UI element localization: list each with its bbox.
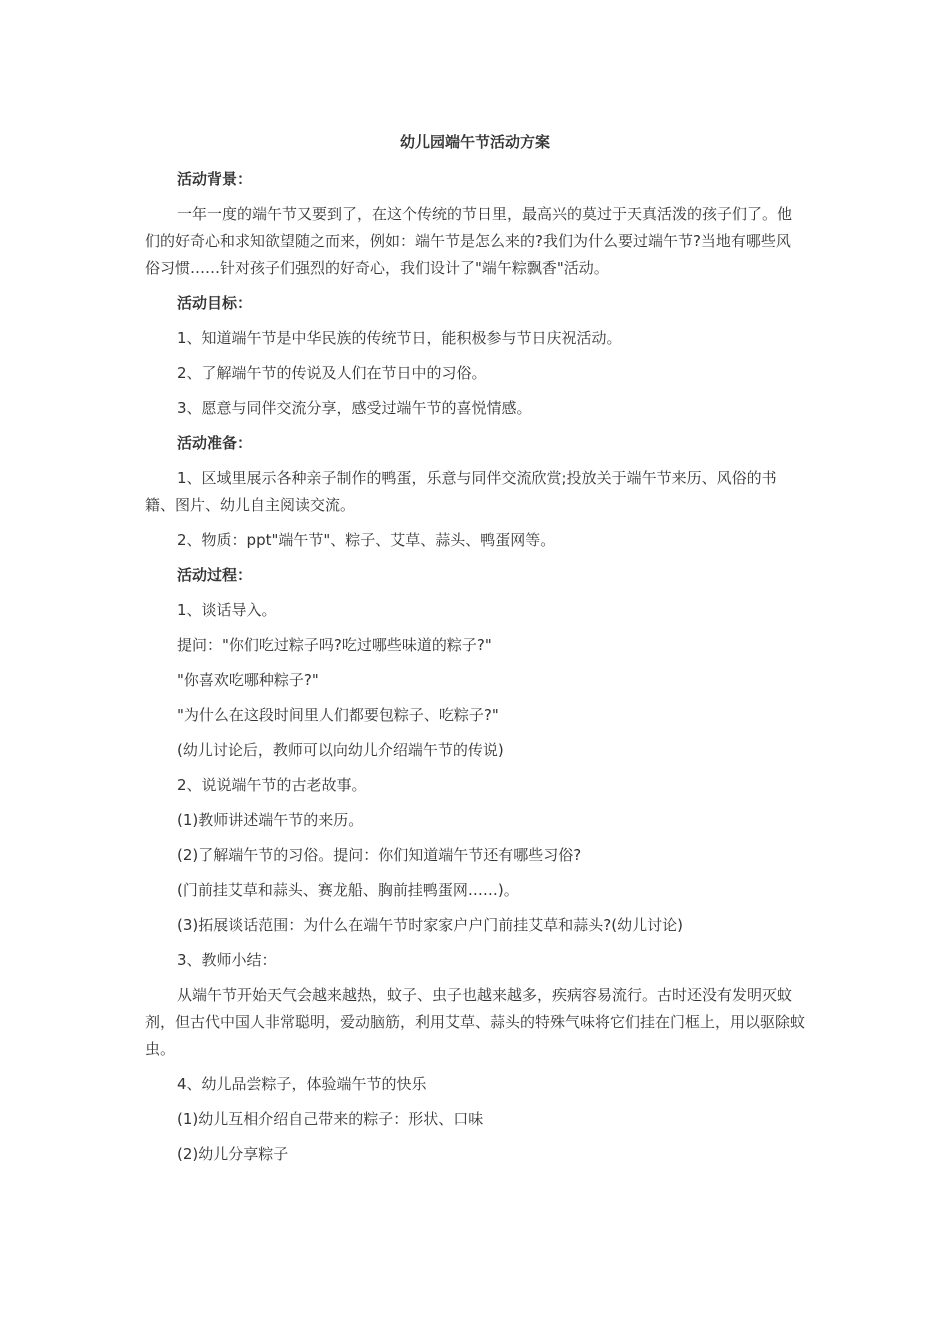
- section-heading-process: 活动过程：: [177, 566, 253, 584]
- paragraph-process-2: 2、说说端午节的古老故事。: [177, 776, 367, 794]
- paragraph-question-2: "你喜欢吃哪种粽子?": [177, 671, 319, 689]
- paragraph-prep-2: 2、物质：ppt"端午节"、粽子、艾草、蒜头、鸭蛋网等。: [177, 531, 556, 549]
- paragraph-discussion-note: (幼儿讨论后，教师可以向幼儿介绍端午节的传说): [177, 741, 504, 759]
- paragraph-process-3: 3、教师小结：: [177, 951, 277, 969]
- section-heading-preparation: 活动准备：: [177, 434, 253, 452]
- paragraph-process-2-2: (2)了解端午节的习俗。提问：你们知道端午节还有哪些习俗?: [177, 846, 582, 864]
- document-body: [145, 166, 805, 1176]
- paragraph-process-4-1: (1)幼儿互相介绍自己带来的粽子：形状、口味: [177, 1110, 484, 1128]
- document-title: 幼儿园端午节活动方案: [399, 133, 550, 151]
- paragraph-background: 一年一度的端午节又要到了，在这个传统的节日里，最高兴的莫过于天真活泼的孩子们了。他们的好奇心和求知欲望随之而来，例如：端午节是怎么来的?我们为什么要过端午节?当地有哪些风俗习惯……针对孩子们强烈的好奇心，我们设计了"端午粽飘香"活动。: [145, 205, 793, 277]
- paragraph-question-1: 提问："你们吃过粽子吗?吃过哪些味道的粽子?": [177, 636, 492, 654]
- section-heading-background: 活动背景：: [177, 170, 253, 188]
- paragraph-goal-2: 2、了解端午节的传说及人们在节日中的习俗。: [177, 364, 487, 382]
- section-heading-goals: 活动目标：: [177, 294, 253, 312]
- paragraph-prep-1: 1、区域里展示各种亲子制作的鸭蛋，乐意与同伴交流欣赏;投放关于端午节来历、风俗的书籍、图片、幼儿自主阅读交流。: [145, 469, 777, 514]
- paragraph-process-4: 4、幼儿品尝粽子，体验端午节的快乐: [177, 1075, 427, 1093]
- paragraph-question-3: "为什么在这段时间里人们都要包粽子、吃粽子?": [177, 706, 499, 724]
- paragraph-process-2-1: (1)教师讲述端午节的来历。: [177, 811, 364, 829]
- paragraph-process-2-3: (3)拓展谈话范围：为什么在端午节时家家户户门前挂艾草和蒜头?(幼儿讨论): [177, 916, 683, 934]
- paragraph-summary: 从端午节开始天气会越来越热，蚊子、虫子也越来越多，疾病容易流行。古时还没有发明灭蚊剂，但古代中国人非常聪明，爱动脑筋，利用艾草、蒜头的特殊气味将它们挂在门框上，用以驱除蚊虫。: [145, 986, 806, 1058]
- paragraph-goal-1: 1、知道端午节是中华民族的传统节日，能积极参与节日庆祝活动。: [177, 329, 622, 347]
- paragraph-customs-list: (门前挂艾草和蒜头、赛龙船、胸前挂鸭蛋网……)。: [177, 881, 519, 899]
- paragraph-goal-3: 3、愿意与同伴交流分享，感受过端午节的喜悦情感。: [177, 399, 532, 417]
- paragraph-process-4-2: (2)幼儿分享粽子: [177, 1145, 289, 1163]
- paragraph-process-1: 1、谈话导入。: [177, 601, 277, 619]
